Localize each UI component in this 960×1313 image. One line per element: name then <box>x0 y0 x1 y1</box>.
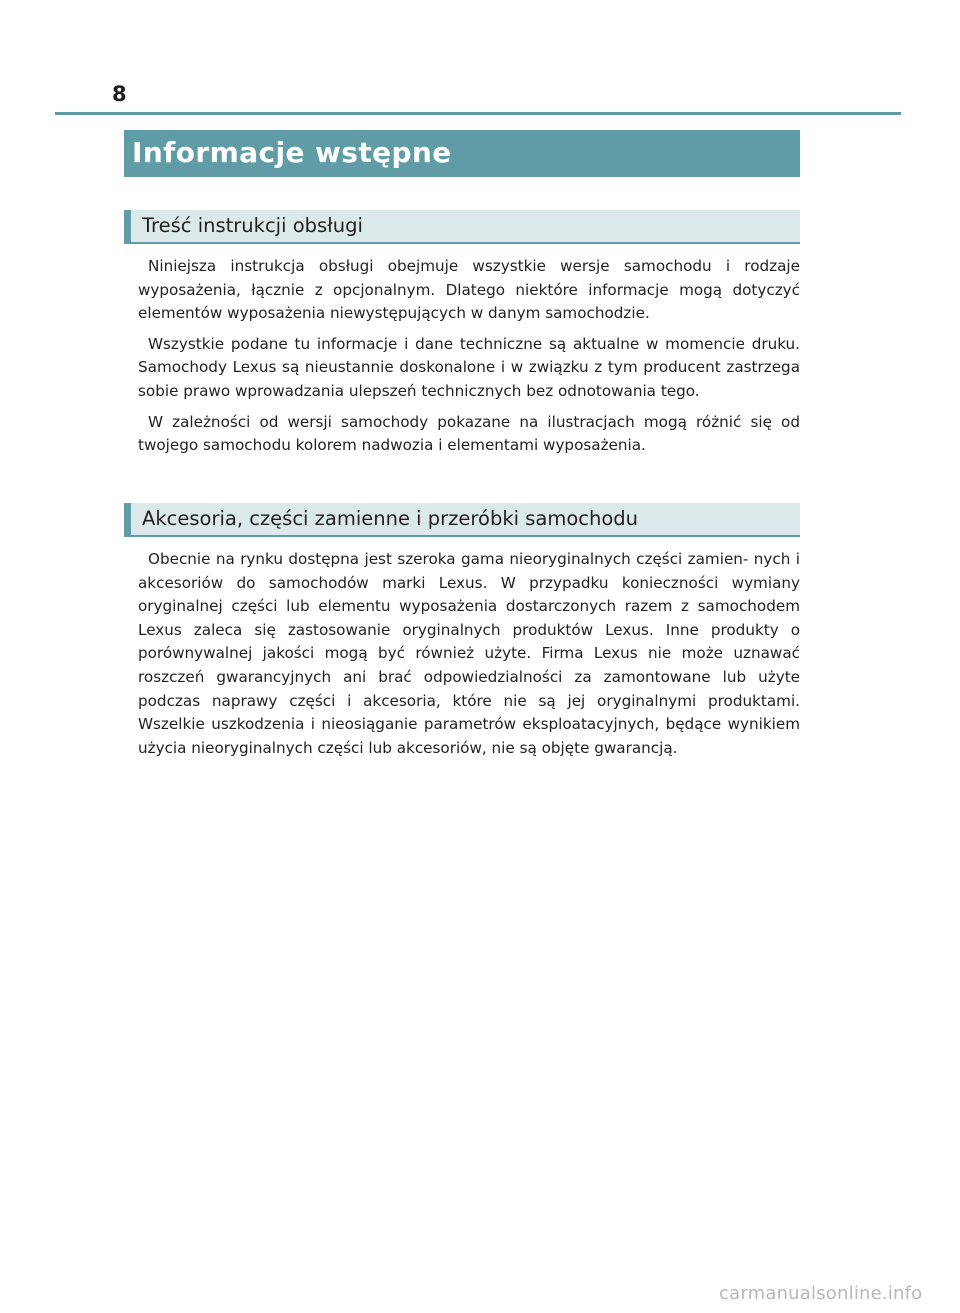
top-divider <box>55 112 901 115</box>
paragraph: Obecnie na rynku dostępna jest szeroka gama nieoryginalnych części zamien- nych i akcesoriów do samochodów marki Lexus. W przypadku konieczności wymiany oryginalnej części lub elementu wyposażenia dostarczonych razem z samochodem Lexus zaleca się zastosowanie oryginalnych produktów Lexus. Inne produkty o porównywalnej jakości mogą być również użyte. Firma Lexus nie może uznawać roszczeń gwarancyjnych ani brać odpowiedzialności za zamontowane lub użyte podczas naprawy części i akcesoria, które nie są jej oryginalnymi produktami. Wszelkie uszkodzenia i nieosiąganie parametrów eksploatacyjnych, będące wynikiem użycia nieoryginalnych części lub akcesoriów, nie są objęte gwarancją. <box>138 550 800 757</box>
paragraph: Wszystkie podane tu informacje i dane techniczne są aktualne w momencie druku. Samochody Lexus są nieustannie doskonalone i w związku z tym producent zastrzega sobie prawo wprowadzania ulepszeń technicznych bez odnotowania tego. <box>138 334 800 400</box>
section-accent <box>124 503 131 535</box>
section-body-accessories <box>138 548 800 767</box>
section-accent <box>124 210 131 242</box>
paragraph: Niniejsza instrukcja obsługi obejmuje wszystkie wersje samochodu i rodzaje wyposażenia, łącznie z opcjonalnym. Dlatego niektóre informacje mogą dotyczyć elementów wyposażenia niewystępujących w danym samochodzie. <box>138 257 800 323</box>
section-body-manual-contents <box>138 255 800 465</box>
section-header-manual-contents <box>124 210 800 244</box>
section-header-accessories <box>124 503 800 537</box>
paragraph: W zależności od wersji samochody pokazane na ilustracjach mogą różnić się od twojego samochodu kolorem nadwozia i elementami wyposażenia. <box>138 412 800 455</box>
page-number: 8 <box>112 82 127 106</box>
footer-watermark: carmanualsonline.info <box>719 1283 923 1304</box>
section-title: Akcesoria, części zamienne i przeróbki samochodu <box>142 507 639 530</box>
page-title: Informacje wstępne <box>132 136 452 169</box>
page-title-bar <box>124 130 800 177</box>
section-title: Treść instrukcji obsługi <box>142 214 363 237</box>
